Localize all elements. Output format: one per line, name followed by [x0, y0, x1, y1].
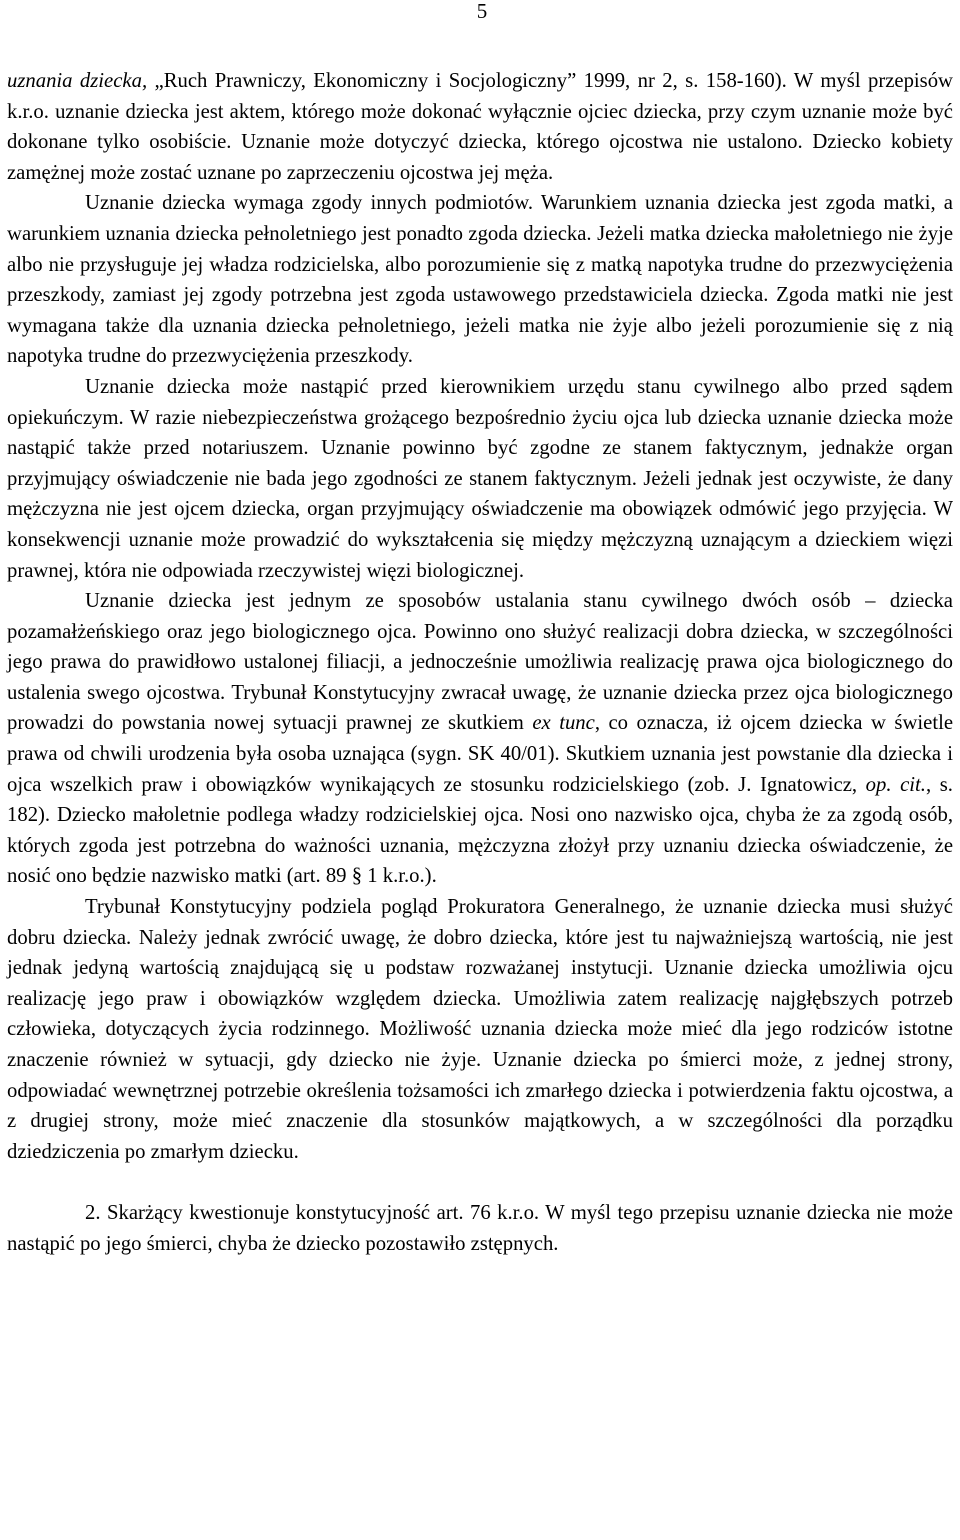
paragraph-3 [7, 372, 953, 586]
numbered-item-2 [7, 1198, 953, 1259]
paragraph-2 [7, 188, 953, 372]
item-number: 2. [85, 1201, 101, 1224]
text-span: , co oznacza, iż ojcem dziecka w świetle prawa od chwili urodzenia była osoba uznająca (sygn. SK 40/01). Skutkiem uznania jest powstanie dla dziecka i ojca wszelkich praw i obowiązków wynikających ze stosunku rodzicielskiego (zob. J. Ignatowicz, [7, 712, 954, 796]
text-span: , s. 182). Dziecko małoletnie podlega władzy rodzicielskiej ojca. Nosi ono nazwisko ojca, chyba że za zgodą osób, których zgoda jest potrzebna do ważności uznania, mężczyzna złożył przy uznaniu dziecka oświadczenie, że nosić ono będzie nazwisko matki (art. 89 § 1 k.r.o.). [7, 773, 953, 888]
numbered-item-paragraph [7, 1198, 953, 1259]
paragraph-spacer [7, 1167, 953, 1198]
text-span: Uznanie dziecka jest jednym ze sposobów ustalania stanu cywilnego dwóch osób – dziecka pozamałżeńskiego oraz jego biologicznego ojca. Powinno ono służyć realizacji dobra dziecka, w szczególności jego prawa do prawidłowo ustalonej filiacji, a jednocześnie umożliwia realizację prawa ojca biologicznego do ustalenia swego ojcostwa. Trybunał Konstytucyjny zwracał uwagę, że uznanie dziecka przez ojca biologicznego prowadzi do powstania nowej sytuacji prawnej ze skutkiem [7, 590, 953, 735]
text-span-italic: ex tunc [532, 712, 595, 735]
text-span: Uznanie dziecka może nastąpić przed kierownikiem urzędu stanu cywilnego albo przed sądem opiekuńczym. W razie niebezpieczeństwa grożącego bezpośrednio życiu ojca lub dziecka uznanie dziecka może nastąpić także przed notariuszem. Uznanie powinno być zgodne ze stanem faktycznym, jednakże organ przyjmujący oświadczenie nie bada jego zgodności ze stanem faktycznym. Jeżeli jednak jest oczywiste, że dany mężczyzna nie jest ojcem dziecka, organ przyjmujący oświadczenie ma obowiązek odmówić jego przyjęcia. W konsekwencji uznanie może prowadzić do wykształcenia się między mężczyzną uznającym a dzieckiem więzi prawnej, która nie odpowiada rzeczywistej więzi biologicznej. [7, 375, 953, 582]
paragraph-1 [7, 66, 953, 188]
document-body [7, 66, 953, 1259]
text-span: uznania dziecka, [7, 70, 148, 92]
paragraph-5 [7, 892, 953, 1167]
text-span-italic: op. cit. [865, 773, 926, 796]
text-span: „Ruch Prawniczy, Ekonomiczny i Socjologiczny” 1999, nr 2, s. 158-160). W myśl przepisów k.r.o. uznanie dziecka jest aktem, którego może dokonać wyłącznie ojciec dziecka, przy czym uznanie może być dokonane tylko osobiście. Uznanie może dotyczyć dziecka, którego ojcostwa nie ustalono. Dziecko kobiety zamężnej może zostać uznane po zaprzeczeniu ojcostwa jej męża. [7, 70, 953, 184]
page-number: 5 [476, 0, 488, 23]
text-span: Uznanie dziecka wymaga zgody innych podmiotów. Warunkiem uznania dziecka jest zgoda matki, a warunkiem uznania dziecka pełnoletniego jest ponadto zgoda dziecka. Jeżeli matka dziecka małoletniego nie żyje albo nie przysługuje jej władza rodzicielska, albo porozumienie się z matką napotyka trudne do przezwyciężenia przeszkody, zamiast jej zgody potrzebna jest zgoda ustawowego przedstawiciela dziecka. Zgoda matki nie jest wymagana także dla uznania dziecka pełnoletniego, jeżeli matka nie żyje albo jeżeli porozumienie się z nią napotyka trudne do przezwyciężenia przeszkody. [7, 192, 953, 368]
text-span: Trybunał Konstytucyjny podziela pogląd Prokuratora Generalnego, że uznanie dziecka musi służyć dobru dziecka. Należy jednak zwrócić uwagę, że dobro dziecka, które jest tu najważniejszą wartością, nie jest jednak jedyną wartością znajdującą się u podstaw rozważanej instytucji. Uznanie dziecka umożliwia ojcu realizację jego praw i obowiązków względem dziecka. Umożliwia zatem realizację najgłębszych potrzeb człowieka, dotyczących życia rodzinnego. Możliwość uznania dziecka może mieć dla jego rodziców istotne znaczenie również w sytuacji, gdy dziecko nie żyje. Uznanie dziecka po śmierci może, z jednej strony, odpowiadać wewnętrznej potrzebie określenia tożsamości ich zmarłego dziecka i potwierdzenia faktu ojcostwa, a z drugiej strony, może mieć znaczenie dla stosunków majątkowych, a w szczególności dla porządku dziedziczenia po zmarłym dziecku. [7, 896, 953, 1163]
paragraph-4 [7, 586, 953, 892]
item-text: Skarżący kwestionuje konstytucyjność art. 76 k.r.o. W myśl tego przepisu uznanie dziecka nie może nastąpić po jego śmierci, chyba że dziecko pozostawiło zstępnych. [7, 1201, 953, 1255]
